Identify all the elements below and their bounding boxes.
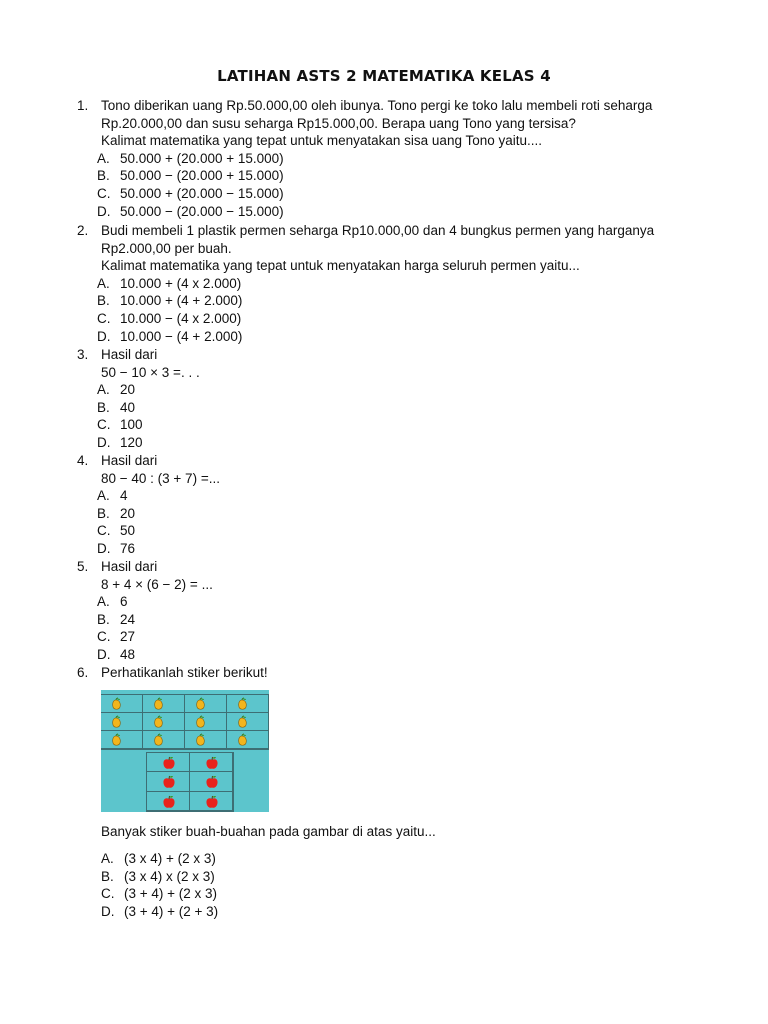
mango-sticker-cell (101, 713, 143, 731)
option-letter: A. (97, 150, 110, 166)
mango-sticker-cell (185, 731, 227, 749)
apple-sticker-grid (146, 752, 234, 812)
option-letter: A. (97, 275, 110, 291)
mango-icon (236, 733, 248, 752)
option-text: (3 x 4) + (2 x 3) (124, 851, 216, 866)
option-letter: A. (97, 488, 110, 504)
option-letter: A. (101, 851, 114, 866)
apple-sticker-cell (147, 792, 190, 811)
question-number: 1. (77, 98, 89, 113)
question-number: 2. (77, 223, 89, 238)
option-letter: D. (101, 903, 115, 919)
option-text: 50 (120, 523, 136, 539)
apple-icon (162, 795, 176, 814)
question-text: Hasil dari (101, 347, 158, 362)
option-text: 10.000 − (4 + 2.000) (120, 328, 243, 344)
question-text: Kalimat matematika yang tepat untuk menyatakan sisa uang Tono yaitu.... (101, 133, 543, 149)
mango-sticker-cell (185, 713, 227, 731)
question-text: 80 − 40 : (3 + 7) =... (101, 470, 220, 486)
mango-sticker-cell (227, 713, 269, 731)
fruit-sticker-figure (101, 690, 269, 812)
question-text: Banyak stiker buah-buahan pada gambar di atas yaitu... (101, 824, 436, 839)
option-letter: D. (97, 435, 111, 450)
mango-sticker-cell (185, 695, 227, 713)
page-title: LATIHAN ASTS 2 MATEMATIKA KELAS 4 (217, 67, 551, 85)
option-text: (3 x 4) x (2 x 3) (124, 868, 215, 884)
question-text: 8 + 4 × (6 − 2) = ... (101, 576, 213, 592)
option-text: 20 (120, 382, 136, 398)
option-text: (3 + 4) + (2 x 3) (124, 886, 218, 902)
mango-sticker-cell (143, 695, 185, 713)
option-text: 100 (120, 417, 143, 433)
question-number: 5. (77, 559, 89, 574)
apple-sticker-cell (190, 772, 233, 791)
option-letter: C. (97, 629, 111, 645)
option-letter: A. (97, 594, 110, 610)
option-letter: D. (97, 328, 111, 344)
apple-sticker-cell (147, 753, 190, 772)
option-text: 50.000 + (20.000 − 15.000) (120, 186, 284, 201)
option-text: 40 (120, 399, 136, 415)
question-text: Rp.20.000,00 dan susu seharga Rp15.000,00. Berapa uang Tono yang tersisa? (101, 115, 576, 131)
option-letter: B. (101, 868, 114, 884)
option-text: 6 (120, 594, 128, 610)
mango-icon (152, 733, 164, 752)
option-text: 50.000 − (20.000 + 15.000) (120, 168, 284, 184)
option-text: 48 (120, 647, 136, 662)
option-letter: B. (97, 293, 110, 309)
apple-icon (205, 795, 219, 814)
apple-sticker-cell (190, 753, 233, 772)
mango-sticker-cell (227, 731, 269, 749)
question-text: Perhatikanlah stiker berikut! (101, 665, 268, 680)
mango-sticker-cell (101, 695, 143, 713)
option-text: 10.000 + (4 + 2.000) (120, 293, 243, 309)
option-letter: D. (97, 647, 111, 662)
option-letter: D. (97, 203, 111, 219)
option-text: 50.000 + (20.000 + 15.000) (120, 150, 284, 166)
mango-sticker-cell (101, 731, 143, 749)
question-text: Budi membeli 1 plastik permen seharga Rp10.000,00 dan 4 bungkus permen yang harganya (101, 223, 655, 238)
option-letter: D. (97, 541, 111, 556)
option-text: 76 (120, 541, 136, 556)
question-text: Hasil dari (101, 453, 158, 468)
option-letter: B. (97, 505, 110, 521)
option-text: 10.000 + (4 x 2.000) (120, 275, 242, 291)
mango-icon (194, 733, 206, 752)
question-text: 50 − 10 × 3 =. . . (101, 364, 200, 380)
question-text: Hasil dari (101, 559, 158, 574)
mango-sticker-grid (101, 694, 269, 750)
mango-sticker-cell (143, 713, 185, 731)
option-letter: C. (97, 311, 111, 326)
option-text: 50.000 − (20.000 − 15.000) (120, 203, 284, 219)
question-number: 6. (77, 665, 89, 680)
option-text: 10.000 − (4 x 2.000) (120, 311, 242, 326)
question-number: 4. (77, 453, 89, 468)
option-text: 20 (120, 505, 136, 521)
option-letter: B. (97, 399, 110, 415)
question-text: Tono diberikan uang Rp.50.000,00 oleh ibunya. Tono pergi ke toko lalu membeli roti seharga (101, 98, 653, 113)
question-number: 3. (77, 347, 89, 362)
option-letter: C. (97, 186, 111, 201)
mango-icon (110, 733, 122, 752)
mango-sticker-cell (227, 695, 269, 713)
mango-sticker-cell (143, 731, 185, 749)
option-text: 27 (120, 629, 136, 645)
option-letter: B. (97, 611, 110, 627)
option-text: 4 (120, 488, 128, 504)
question-text: Rp2.000,00 per buah. (101, 240, 232, 256)
option-letter: C. (101, 886, 115, 902)
apple-sticker-cell (147, 772, 190, 791)
option-text: 120 (120, 435, 143, 450)
apple-sticker-cell (190, 792, 233, 811)
option-letter: C. (97, 523, 111, 539)
question-text: Kalimat matematika yang tepat untuk menyatakan harga seluruh permen yaitu... (101, 258, 580, 274)
option-letter: C. (97, 417, 111, 433)
option-letter: B. (97, 168, 110, 184)
option-text: (3 + 4) + (2 + 3) (124, 903, 219, 919)
option-text: 24 (120, 611, 136, 627)
option-letter: A. (97, 382, 110, 398)
